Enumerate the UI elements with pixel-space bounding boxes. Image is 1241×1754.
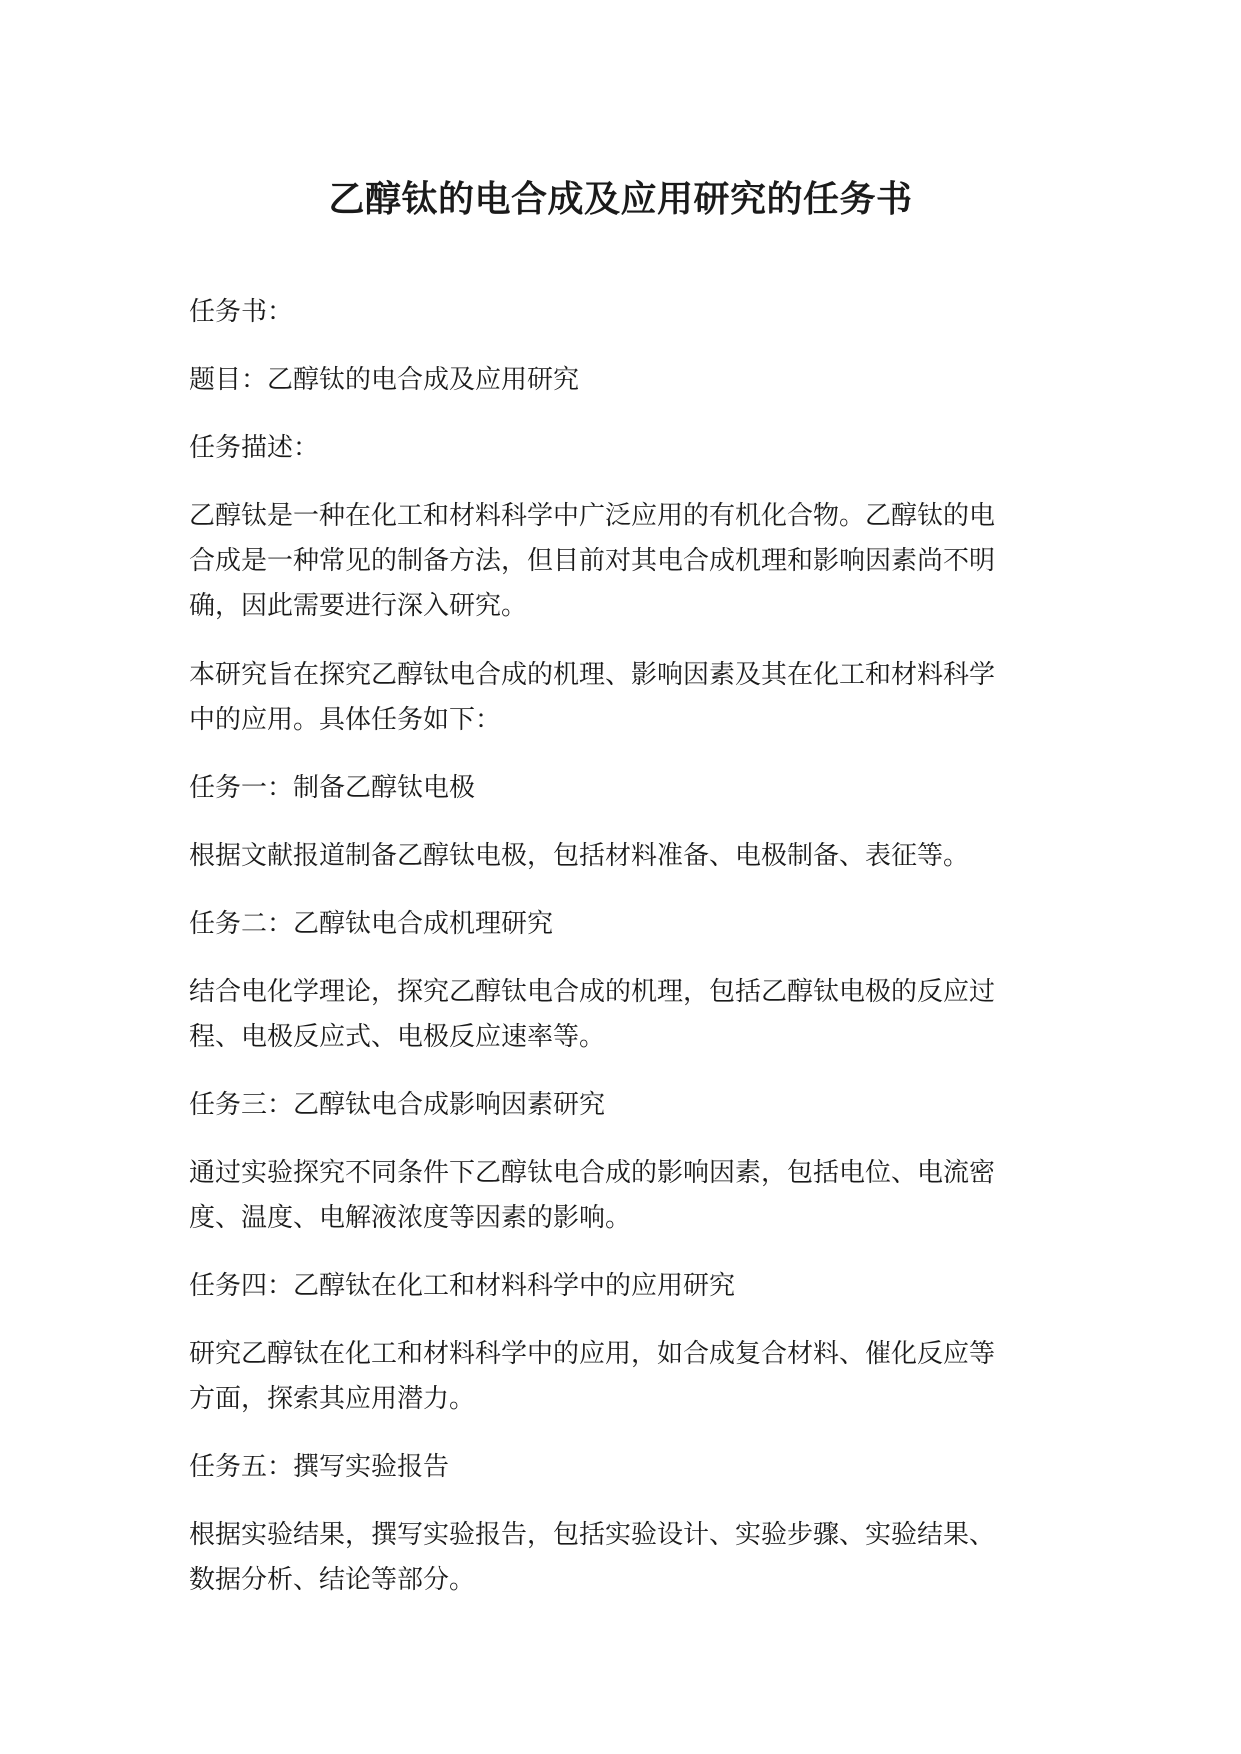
paragraph-line: 本研究旨在探究乙醇钛电合成的机理、影响因素及其在化工和材料科学 (189, 660, 996, 690)
paragraph-line: 根据文献报道制备乙醇钛电极，包括材料准备、电极制备、表征等。 (189, 841, 970, 871)
paragraph-line: 题目：乙醇钛的电合成及应用研究 (189, 365, 580, 395)
paragraph-task-5-heading (189, 1445, 1037, 1490)
paragraph-line: 程、电极反应式、电极反应速率等。 (189, 1022, 606, 1052)
paragraph-line: 数据分析、结论等部分。 (189, 1565, 476, 1595)
paragraph-line: 方面，探索其应用潜力。 (189, 1384, 476, 1414)
paragraph-line: 结合电化学理论，探究乙醇钛电合成的机理，包括乙醇钛电极的反应过 (189, 977, 996, 1007)
paragraph-task-1-heading (189, 766, 1037, 811)
paragraph-line: 任务五：撰写实验报告 (189, 1452, 450, 1482)
paragraph-task-4-body (189, 1332, 1037, 1422)
paragraph-task-3-body (189, 1151, 1037, 1241)
paragraph-objective (189, 653, 1037, 743)
paragraph-line: 合成是一种常见的制备方法，但目前对其电合成机理和影响因素尚不明 (189, 546, 996, 576)
paragraph-task-2-body (189, 970, 1037, 1060)
paragraph-heading-description (189, 426, 1037, 471)
paragraph-line: 根据实验结果，撰写实验报告，包括实验设计、实验步骤、实验结果、 (189, 1520, 996, 1550)
paragraph-line: 乙醇钛是一种在化工和材料科学中广泛应用的有机化合物。乙醇钛的电 (189, 501, 996, 531)
paragraph-line: 研究乙醇钛在化工和材料科学中的应用，如合成复合材料、催化反应等 (189, 1339, 996, 1369)
paragraph-line: 任务二：乙醇钛电合成机理研究 (189, 909, 554, 939)
paragraph-line: 中的应用。具体任务如下： (189, 705, 502, 735)
paragraph-line: 任务一：制备乙醇钛电极 (189, 773, 476, 803)
paragraph-line: 任务描述： (189, 433, 320, 463)
paragraph-task-1-body (189, 834, 1037, 879)
document-title: 乙醇钛的电合成及应用研究的任务书 (328, 179, 913, 220)
paragraph-line: 任务四：乙醇钛在化工和材料科学中的应用研究 (189, 1271, 736, 1301)
paragraph-line: 确，因此需要进行深入研究。 (189, 591, 528, 621)
paragraph-task-3-heading (189, 1083, 1037, 1128)
paragraph-line: 任务三：乙醇钛电合成影响因素研究 (189, 1090, 606, 1120)
paragraph-line: 任务书： (189, 297, 294, 327)
paragraph-task-5-body (189, 1513, 1037, 1603)
paragraph-intro (189, 494, 1037, 629)
paragraph-line: 度、温度、电解液浓度等因素的影响。 (189, 1203, 632, 1233)
paragraph-heading-task-book (189, 290, 1037, 335)
paragraph-line: 通过实验探究不同条件下乙醇钛电合成的影响因素，包括电位、电流密 (189, 1158, 996, 1188)
paragraph-task-2-heading (189, 902, 1037, 947)
paragraph-topic (189, 358, 1037, 403)
paragraph-task-4-heading (189, 1264, 1037, 1309)
